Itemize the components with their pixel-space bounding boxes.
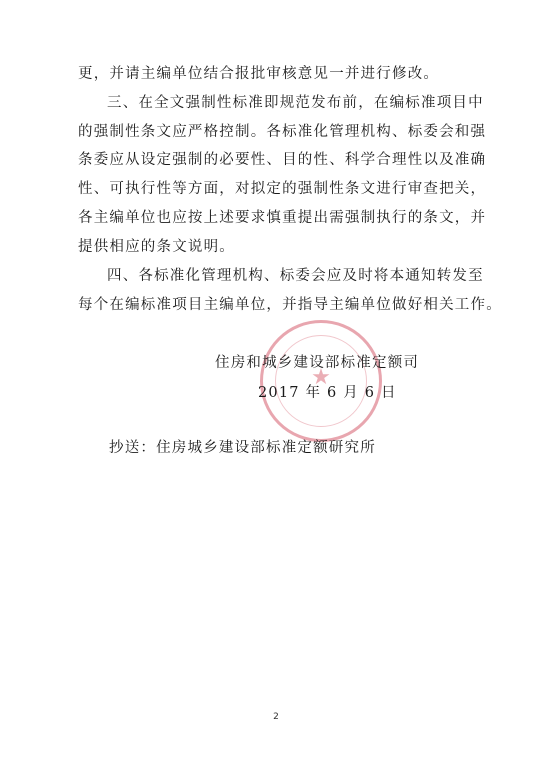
signature-organization: 住房和城乡建设部标准定额司: [215, 355, 420, 371]
paragraph-line-4: 条委应从设定强制的必要性、目的性、科学合理性以及准确: [78, 152, 487, 168]
official-seal: [260, 320, 382, 442]
signature-date: 2017 年 6 月 6 日: [258, 385, 397, 401]
paragraph-line-8: 四、各标准化管理机构、标委会应及时将本通知转发至: [107, 268, 484, 284]
paragraph-line-9: 每个在编标准项目主编单位，并指导主编单位做好相关工作。: [78, 297, 502, 313]
paragraph-line-7: 提供相应的条文说明。: [78, 239, 235, 255]
paragraph-line-1: 更，并请主编单位结合报批审核意见一并进行修改。: [78, 66, 440, 82]
paragraph-line-6: 各主编单位也应按上述要求慎重提出需强制执行的条文，并: [78, 210, 487, 226]
paragraph-line-3: 的强制性条文应严格控制。各标准化管理机构、标委会和强: [78, 124, 487, 140]
seal-star-icon: ★: [311, 365, 331, 390]
cc-line: 抄送：住房城乡建设部标准定额研究所: [109, 440, 376, 456]
paragraph-line-5: 性、可执行性等方面，对拟定的强制性条文进行审查把关，: [78, 181, 487, 197]
page-number: 2: [273, 712, 279, 722]
paragraph-line-2: 三、在全文强制性标准即规范发布前，在编标准项目中: [107, 95, 484, 111]
